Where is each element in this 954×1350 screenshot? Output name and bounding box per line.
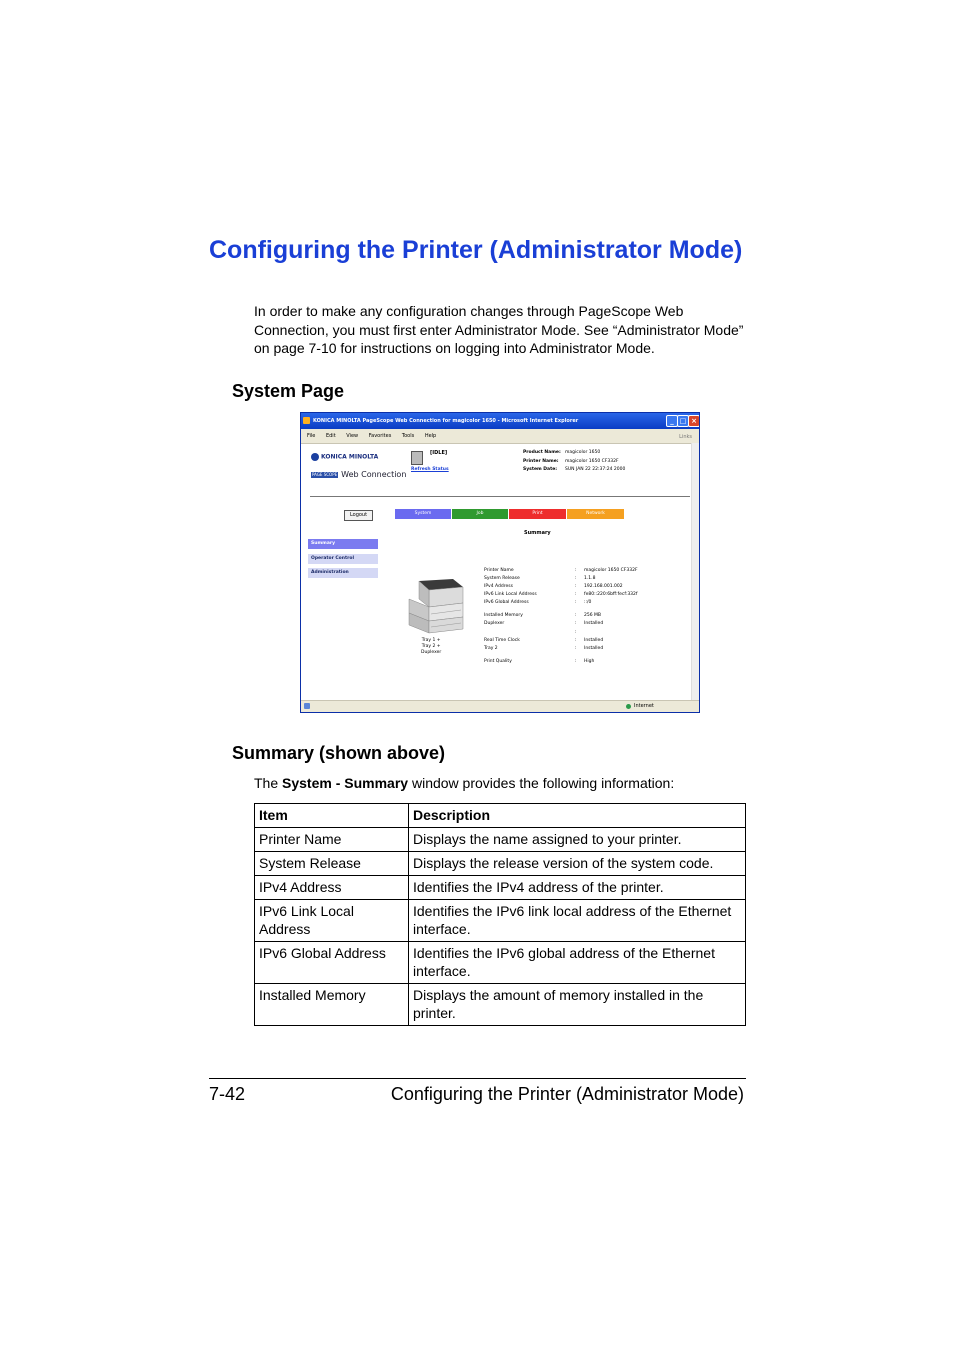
menu-view[interactable]: View	[346, 433, 359, 439]
system-page-heading: System Page	[232, 381, 345, 401]
table-row: IPv4 Address Identifies the IPv4 address of the printer.	[255, 876, 746, 900]
konica-minolta-mark-icon	[311, 453, 319, 461]
column-header-item: Item	[255, 804, 409, 828]
printer-status-icon	[411, 451, 423, 465]
intro-paragraph: In order to make any configuration changes through PageScope Web Connection, you must first enter Administrator Mode. See “Administrator Mode” on page 7-10 for instructions on logging into Administrator Mode.	[254, 303, 744, 356]
page-number: 7-42	[209, 1084, 246, 1104]
footer-rule	[209, 1078, 746, 1079]
summary-title: Summary	[524, 530, 551, 536]
sidebar-item-operator-control[interactable]: Operator Control	[308, 554, 378, 564]
scrollbar[interactable]	[691, 443, 699, 701]
links-button[interactable]: Links	[679, 434, 692, 440]
system-date-label: System Date:	[523, 467, 558, 472]
tab-network[interactable]: Network	[567, 509, 624, 519]
table-row: Installed Memory Displays the amount of memory installed in the printer.	[255, 984, 746, 1026]
sidebar-item-summary[interactable]: Summary	[308, 539, 378, 549]
product-name-label: Product Name:	[523, 450, 561, 455]
table-row: System Release Displays the release version of the system code.	[255, 852, 746, 876]
browser-icon	[303, 417, 310, 424]
minimize-icon[interactable]: _	[666, 415, 678, 427]
table-row: Printer Name Displays the name assigned to your printer.	[255, 828, 746, 852]
web-connection-logo: PAGE SCOPE Web Connection	[312, 470, 407, 479]
globe-icon	[626, 704, 631, 709]
tab-print[interactable]: Print	[509, 509, 566, 519]
window-title: KONICA MINOLTA PageScope Web Connection for magicolor 1650 - Microsoft Internet Explorer	[313, 418, 579, 424]
menu-tools[interactable]: Tools	[401, 433, 415, 439]
maximize-icon[interactable]: □	[677, 415, 689, 427]
status-bar	[301, 700, 699, 712]
sidebar-item-administration[interactable]: Administration	[308, 568, 378, 578]
page-title: Configuring the Printer (Administrator Mode)	[209, 236, 743, 264]
footer-section-title: Configuring the Printer (Administrator Mode)	[390, 1084, 744, 1104]
system-date: SUN JAN 22 22:37:24 2000	[565, 467, 626, 472]
refresh-status-link[interactable]: Refresh Status	[411, 467, 449, 472]
tab-job[interactable]: Job	[452, 509, 508, 519]
pagescope-logo: PAGE SCOPE	[312, 471, 338, 477]
zone-label: Internet	[634, 703, 654, 709]
info-table	[254, 803, 746, 1026]
table-row: IPv6 Global Address Identifies the IPv6 global address of the Ethernet interface.	[255, 942, 746, 984]
summary-description: The System - Summary window provides the following information:	[254, 775, 675, 791]
menu-bar	[301, 429, 699, 444]
header-divider	[310, 496, 690, 497]
menu-favorites[interactable]: Favorites	[368, 433, 392, 439]
printer-image	[405, 577, 467, 635]
printer-info	[523, 449, 625, 475]
menu-help[interactable]: Help	[424, 433, 437, 439]
page-icon	[304, 703, 310, 709]
window-titlebar	[301, 413, 699, 429]
table-row: IPv6 Link Local Address Identifies the IPv6 link local address of the Ethernet interface.	[255, 900, 746, 942]
column-header-description: Description	[409, 804, 746, 828]
printer-name: magicolor 1650 CF332F	[565, 458, 619, 464]
printer-name-label: Printer Name:	[523, 458, 559, 464]
printer-caption: Tray 1 + Tray 2 + Duplexer	[421, 638, 442, 655]
tab-system[interactable]: System	[395, 509, 451, 519]
menu-file[interactable]: File	[307, 433, 316, 439]
summary-heading: Summary (shown above)	[232, 743, 446, 763]
table-header-row	[255, 804, 746, 828]
product-name: magicolor 1650	[565, 450, 601, 455]
logout-button[interactable]: Logout	[344, 510, 373, 521]
close-icon[interactable]: ×	[688, 415, 700, 427]
web-connection-screenshot: KONICA MINOLTA PageScope Web Connection for magicolor 1650 - Microsoft Internet Explorer _ □ × File Edit View Favorites Tools Help Links KONICA MINOLTA PAGE SCOPE Web Connection [IDLE] Refresh Status Product Name: magicolor 1650 Printer Name: magicolor 1650 CF332F System Date: SUN JAN 22 22:37:24 2000 Logout System Job Print Network Summary Operator Control Administration Summary Tray 1 + Tray 2 + Duplexer Printer Name : magicolor 1650 CF332F System Release : 1.1.8 IPv4 Address : 192.168.001.002 IPv6 Link Local Address : fe80::220:6bff:fecf:332f IPv6 Global Address : ::/0 Installed Memory : 256 MB Duplexer : Installed : Real Time Clock : Installed Tray 2 : Installed Print Quality : High Internet	[300, 412, 700, 713]
konica-minolta-logo: KONICA MINOLTA	[311, 453, 378, 461]
menu-edit[interactable]: Edit	[325, 433, 336, 439]
status-text: [IDLE]	[430, 450, 448, 456]
